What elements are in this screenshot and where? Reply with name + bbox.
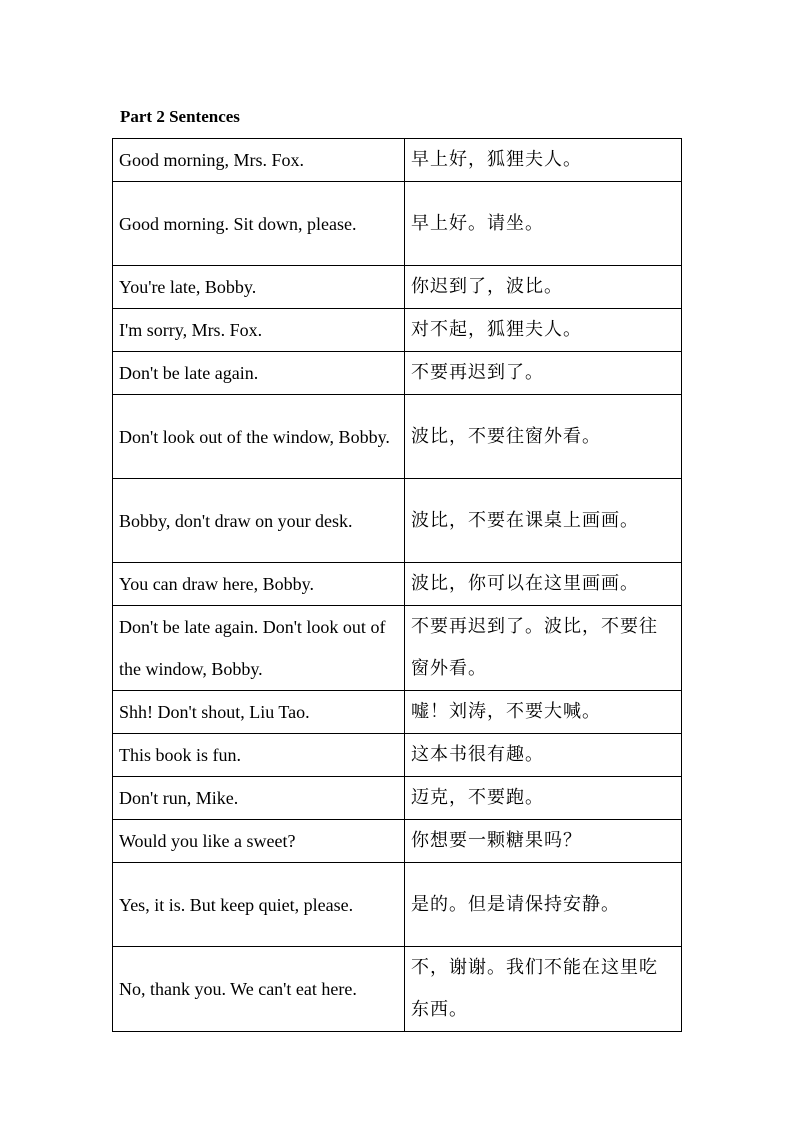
table-row [113,606,682,691]
english-sentence: This book is fun. [113,734,405,777]
table-row [113,352,682,395]
english-sentence: Yes, it is. But keep quiet, please. [113,863,405,947]
chinese-translation: 迈克，不要跑。 [405,777,682,820]
table-row [113,563,682,606]
chinese-translation: 对不起，狐狸夫人。 [405,309,682,352]
english-sentence: Good morning. Sit down, please. [113,182,405,266]
table-row [113,139,682,182]
sentences-table [112,138,682,1032]
table-row [113,479,682,563]
chinese-translation: 你想要一颗糖果吗？ [405,820,682,863]
english-sentence: I'm sorry, Mrs. Fox. [113,309,405,352]
table-row [113,734,682,777]
english-sentence: Would you like a sweet? [113,820,405,863]
chinese-translation: 波比，不要在课桌上画画。 [405,479,682,563]
english-sentence: Good morning, Mrs. Fox. [113,139,405,182]
english-sentence: Don't look out of the window, Bobby. [113,395,405,479]
chinese-translation: 早上好。请坐。 [405,182,682,266]
chinese-translation: 波比，不要往窗外看。 [405,395,682,479]
table-row [113,309,682,352]
english-sentence: Don't run, Mike. [113,777,405,820]
section-heading: Part 2 Sentences [120,107,240,126]
table-row [113,863,682,947]
table-row [113,947,682,1032]
chinese-translation: 这本书很有趣。 [405,734,682,777]
english-sentence: No, thank you. We can't eat here. [113,947,405,1032]
table-row [113,395,682,479]
chinese-translation: 是的。但是请保持安静。 [405,863,682,947]
table-row [113,777,682,820]
table-row [113,182,682,266]
english-sentence: Shh! Don't shout, Liu Tao. [113,691,405,734]
chinese-translation: 波比，你可以在这里画画。 [405,563,682,606]
english-sentence: You can draw here, Bobby. [113,563,405,606]
english-sentence: Bobby, don't draw on your desk. [113,479,405,563]
chinese-translation: 不要再迟到了。波比，不要往窗外看。 [405,606,682,691]
chinese-translation: 你迟到了，波比。 [405,266,682,309]
table-row [113,266,682,309]
chinese-translation: 嘘！刘涛，不要大喊。 [405,691,682,734]
table-row [113,820,682,863]
chinese-translation: 不要再迟到了。 [405,352,682,395]
english-sentence: Don't be late again. [113,352,405,395]
english-sentence: Don't be late again. Don't look out of the window, Bobby. [113,606,405,691]
chinese-translation: 早上好，狐狸夫人。 [405,139,682,182]
table-row [113,691,682,734]
chinese-translation: 不，谢谢。我们不能在这里吃东西。 [405,947,682,1032]
english-sentence: You're late, Bobby. [113,266,405,309]
